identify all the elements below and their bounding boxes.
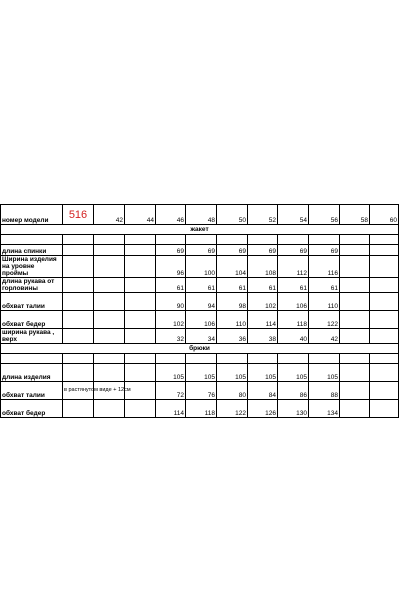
measurement-value (340, 245, 370, 256)
measurement-note (63, 400, 94, 418)
measurement-value: 90 (156, 293, 186, 311)
measurement-value (340, 278, 370, 293)
measurement-value (125, 245, 156, 256)
measurement-value: 114 (248, 311, 278, 329)
measurement-value (125, 278, 156, 293)
measurement-note: в растянутом виде + 12см (63, 382, 94, 400)
measurement-value: 88 (309, 382, 340, 400)
measurement-value: 34 (186, 329, 217, 344)
measurement-value: 42 (309, 329, 340, 344)
measurement-value: 108 (248, 256, 278, 278)
measurement-value (94, 256, 125, 278)
measurement-label: обхват бедер (1, 400, 63, 418)
table-row (1, 382, 399, 400)
measurement-value: 114 (156, 400, 186, 418)
size-header: 56 (309, 205, 340, 225)
size-header: 58 (340, 205, 370, 225)
measurement-value: 122 (309, 311, 340, 329)
measurement-label: обхват талии (1, 293, 63, 311)
measurement-value (94, 364, 125, 382)
size-header: 46 (156, 205, 186, 225)
measurement-value: 105 (248, 364, 278, 382)
measurement-value (125, 329, 156, 344)
measurement-value (340, 293, 370, 311)
blank-row (1, 235, 399, 245)
measurement-value: 69 (309, 245, 340, 256)
size-header: 48 (186, 205, 217, 225)
measurement-label: длина рукава от горловины (1, 278, 63, 293)
measurement-value (340, 311, 370, 329)
measurement-value (370, 329, 399, 344)
measurement-value: 102 (248, 293, 278, 311)
measurement-value: 106 (186, 311, 217, 329)
measurement-value: 122 (217, 400, 248, 418)
measurement-value: 134 (309, 400, 340, 418)
measurement-value (340, 329, 370, 344)
measurement-value (125, 364, 156, 382)
size-header: 52 (248, 205, 278, 225)
measurement-value: 32 (156, 329, 186, 344)
size-header: 42 (94, 205, 125, 225)
measurement-value (370, 293, 399, 311)
measurement-value: 72 (156, 382, 186, 400)
measurement-value: 96 (156, 256, 186, 278)
measurement-value: 102 (156, 311, 186, 329)
measurement-value: 110 (217, 311, 248, 329)
measurement-value: 116 (309, 256, 340, 278)
measurement-value: 105 (309, 364, 340, 382)
section-title-jacket: жакет (1, 225, 399, 235)
table-row (1, 311, 399, 329)
measurement-value (125, 256, 156, 278)
measurement-value: 126 (248, 400, 278, 418)
measurement-value (125, 311, 156, 329)
size-header: 54 (278, 205, 309, 225)
table-row (1, 245, 399, 256)
measurement-value: 61 (156, 278, 186, 293)
measurement-value: 105 (186, 364, 217, 382)
measurement-value: 118 (278, 311, 309, 329)
measurement-value (94, 245, 125, 256)
measurement-value: 69 (186, 245, 217, 256)
measurement-value: 106 (278, 293, 309, 311)
measurement-value: 69 (248, 245, 278, 256)
measurement-value: 80 (217, 382, 248, 400)
measurement-value (370, 382, 399, 400)
measurement-label: ширина рукава , верх (1, 329, 63, 344)
blank-row (1, 354, 399, 364)
measurement-value: 130 (278, 400, 309, 418)
measurement-value (370, 245, 399, 256)
table-row (1, 278, 399, 293)
table-row (1, 329, 399, 344)
measurement-value: 69 (278, 245, 309, 256)
measurement-value: 105 (217, 364, 248, 382)
measurement-value (94, 293, 125, 311)
size-header: 50 (217, 205, 248, 225)
measurement-value (370, 400, 399, 418)
measurement-value (340, 256, 370, 278)
measurement-label: обхват бедер (1, 311, 63, 329)
model-number: 516 (63, 205, 94, 225)
measurement-value: 61 (278, 278, 309, 293)
section-row-trousers (1, 344, 399, 354)
measurement-value (340, 382, 370, 400)
measurement-label: Ширина изделия на уровне проймы (1, 256, 63, 278)
measurement-value: 40 (278, 329, 309, 344)
measurement-value: 61 (186, 278, 217, 293)
measurement-label: длина изделия (1, 364, 63, 382)
measurement-value: 86 (278, 382, 309, 400)
measurement-value: 100 (186, 256, 217, 278)
measurement-value (340, 400, 370, 418)
measurement-value (370, 278, 399, 293)
table-row (1, 293, 399, 311)
measurement-value (370, 256, 399, 278)
model-number-label: номер модели (1, 205, 63, 225)
measurement-value: 36 (217, 329, 248, 344)
size-chart-table (0, 204, 399, 418)
measurement-value: 110 (309, 293, 340, 311)
measurement-value: 38 (248, 329, 278, 344)
table-row (1, 364, 399, 382)
measurement-value: 61 (309, 278, 340, 293)
measurement-value: 118 (186, 400, 217, 418)
measurement-value: 76 (186, 382, 217, 400)
measurement-value (94, 329, 125, 344)
measurement-value (370, 311, 399, 329)
measurement-value: 84 (248, 382, 278, 400)
measurement-value: 105 (156, 364, 186, 382)
measurement-value (125, 293, 156, 311)
section-title-trousers: брюки (1, 344, 399, 354)
section-row-jacket (1, 225, 399, 235)
measurement-value (94, 278, 125, 293)
table-row (1, 256, 399, 278)
measurement-value: 61 (248, 278, 278, 293)
measurement-value: 105 (278, 364, 309, 382)
measurement-value (370, 364, 399, 382)
measurement-note (63, 364, 94, 382)
measurement-value (94, 400, 125, 418)
size-header: 60 (370, 205, 399, 225)
measurement-value: 94 (186, 293, 217, 311)
measurement-value: 98 (217, 293, 248, 311)
measurement-value: 69 (156, 245, 186, 256)
measurement-value: 61 (217, 278, 248, 293)
measurement-value (94, 311, 125, 329)
header-row (1, 205, 399, 225)
measurement-value: 112 (278, 256, 309, 278)
measurement-label: обхват талии (1, 382, 63, 400)
table-row (1, 400, 399, 418)
measurement-value (125, 400, 156, 418)
measurement-value: 104 (217, 256, 248, 278)
size-header: 44 (125, 205, 156, 225)
measurement-label: длина спинки (1, 245, 63, 256)
measurement-value (340, 364, 370, 382)
measurement-value: 69 (217, 245, 248, 256)
